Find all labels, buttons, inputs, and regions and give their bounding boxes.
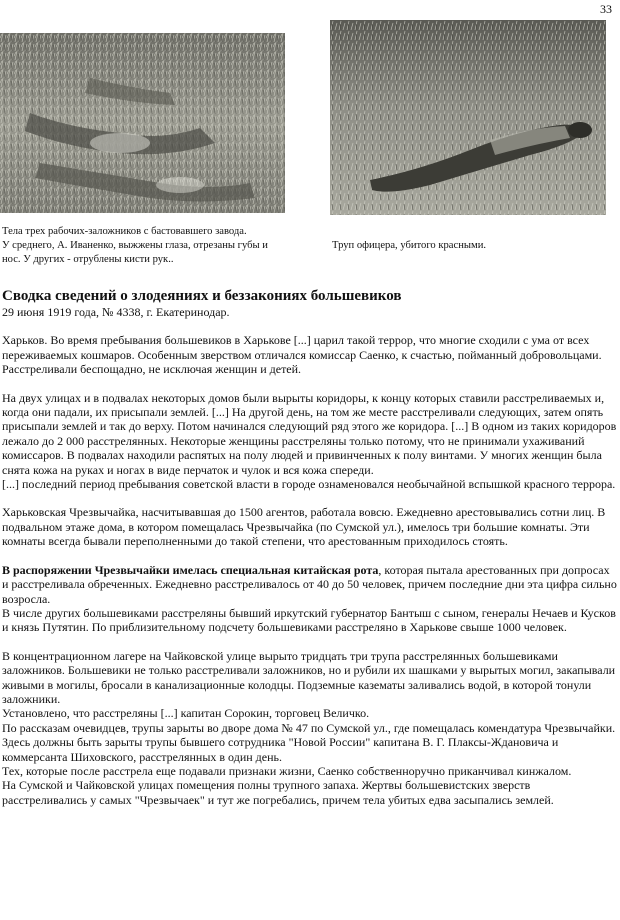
paragraph-8: По рассказам очевидцев, трупы зарыты во дворе дома № 47 по Сумской ул., где помещалась комендатура Чрезвычайки. Здесь должны быть зарыты трупы бывшего сотрудника "Новой России" капитана В. Г. Плаксы-Ждановича и коммерсанта Шиховского, расстрелянных в один день. <box>2 720 616 764</box>
paragraph-4-bold: В распоряжении Чрезвычайки имелась специальная китайская рота <box>2 562 379 577</box>
paragraph-4-rest: , которая пытала арестованных при допросах и расстреливала обреченных. Ежедневно расстреливалось от 40 до 50 человек, причем последние дни эта цифра сильно возросла. <box>2 562 617 606</box>
paragraph-2b: [...] последний период пребывания советской власти в городе ознаменовался необычайной вспышкой красного террора. <box>2 477 616 492</box>
paragraph-6: В концентрационном лагере на Чайковской улице вырыто тридцать три трупа расстрелянных большевиками заложников. Большевики не только расстреливали заложников, но и рубили их шашками у вырытых могил, закапывали живыми в могилы, бросали в канализационные колодцы. Подземные казематы заливались водой, в которой тонули заложники. <box>2 648 616 706</box>
paragraph-2a: На двух улицах и в подвалах некоторых домов были вырыты коридоры, к концу которых ставили расстреливаемых и, когда они падали, их присыпали землей. [...] На другой день, на том же месте расстреливали следующих, затем опять присыпали землей и так до верху. Потом начинался следующий ряд этого же коридора. [...] В одном из таких коридоров лежало до 2 000 расстрелянных. Некоторые женщины расстреляны только потому, что не принимали ухаживаний комиссаров. В подвалах находили распятых на полу людей и привинченных к полу винтами. У многих женщин была снята кожа на руках и ногах в виде перчаток и чулок и вся кожа спереди. <box>2 390 617 477</box>
article-meta: 29 июня 1919 года, № 4338, г. Екатеринодар. <box>2 305 230 319</box>
photo-officer-body <box>330 20 606 215</box>
paragraph-1: Харьков. Во время пребывания большевиков в Харькове [...] царил такой террор, что многие сходили с ума от всех переживаемых кошмаров. Особенным зверством отличался комиссар Саенко, к счастью, пойманный добровольцами. Расстреливали беспощадно, не исключая женщин и детей. <box>2 333 602 377</box>
paragraph-10: На Сумской и Чайковской улицах помещения полны трупного запаха. Жертвы большевистских зверств расстреливались у самых "Чрезвычаек" и тут же погребались, причем тела убитых едва засыпались землей. <box>2 778 554 807</box>
caption-left <box>2 225 322 267</box>
caption-left-line-3: нос. У других - отрублены кисти рук.. <box>2 254 174 265</box>
article-title: Сводка сведений о злодеяниях и беззакониях большевиков <box>2 288 402 304</box>
paragraph-4 <box>2 563 617 606</box>
paragraph-9: Тех, которые после расстрела еще подавали признаки жизни, Саенко собственноручно приканчивал кинжалом. <box>2 763 572 778</box>
page-number: 33 <box>600 2 612 16</box>
paragraph-5: В числе других большевиками расстреляны бывший иркутский губернатор Бантыш с сыном, генералы Нечаев и Кусков и князь Путятин. По приблизительному подсчету большевиками расстреляно в Харькове свыше 1000 человек. <box>2 605 616 635</box>
caption-left-line-1: Тела трех рабочих-заложников с бастовавшего завода. <box>2 226 247 237</box>
paragraph-3: Харьковская Чрезвычайка, насчитывавшая до 1500 агентов, работала вовсю. Ежедневно арестовывались сотни лиц. В подвальном этаже дома, в котором помещалась Чрезвычайка (по Сумской ул.), имелось три большие комнаты. Эти комнаты всегда бывали переполненными до такой степени, что арестованным приходилось стоять. <box>2 505 606 549</box>
paragraph-7: Установлено, что расстреляны [...] капитан Сорокин, торговец Величко. <box>2 706 370 721</box>
photo-hostage-bodies <box>0 33 285 213</box>
article <box>2 287 617 807</box>
caption-left-line-2: У среднего, А. Иваненко, выжжены глаза, отрезаны губы и <box>2 240 268 251</box>
caption-right: Труп офицера, убитого красными. <box>332 240 487 251</box>
